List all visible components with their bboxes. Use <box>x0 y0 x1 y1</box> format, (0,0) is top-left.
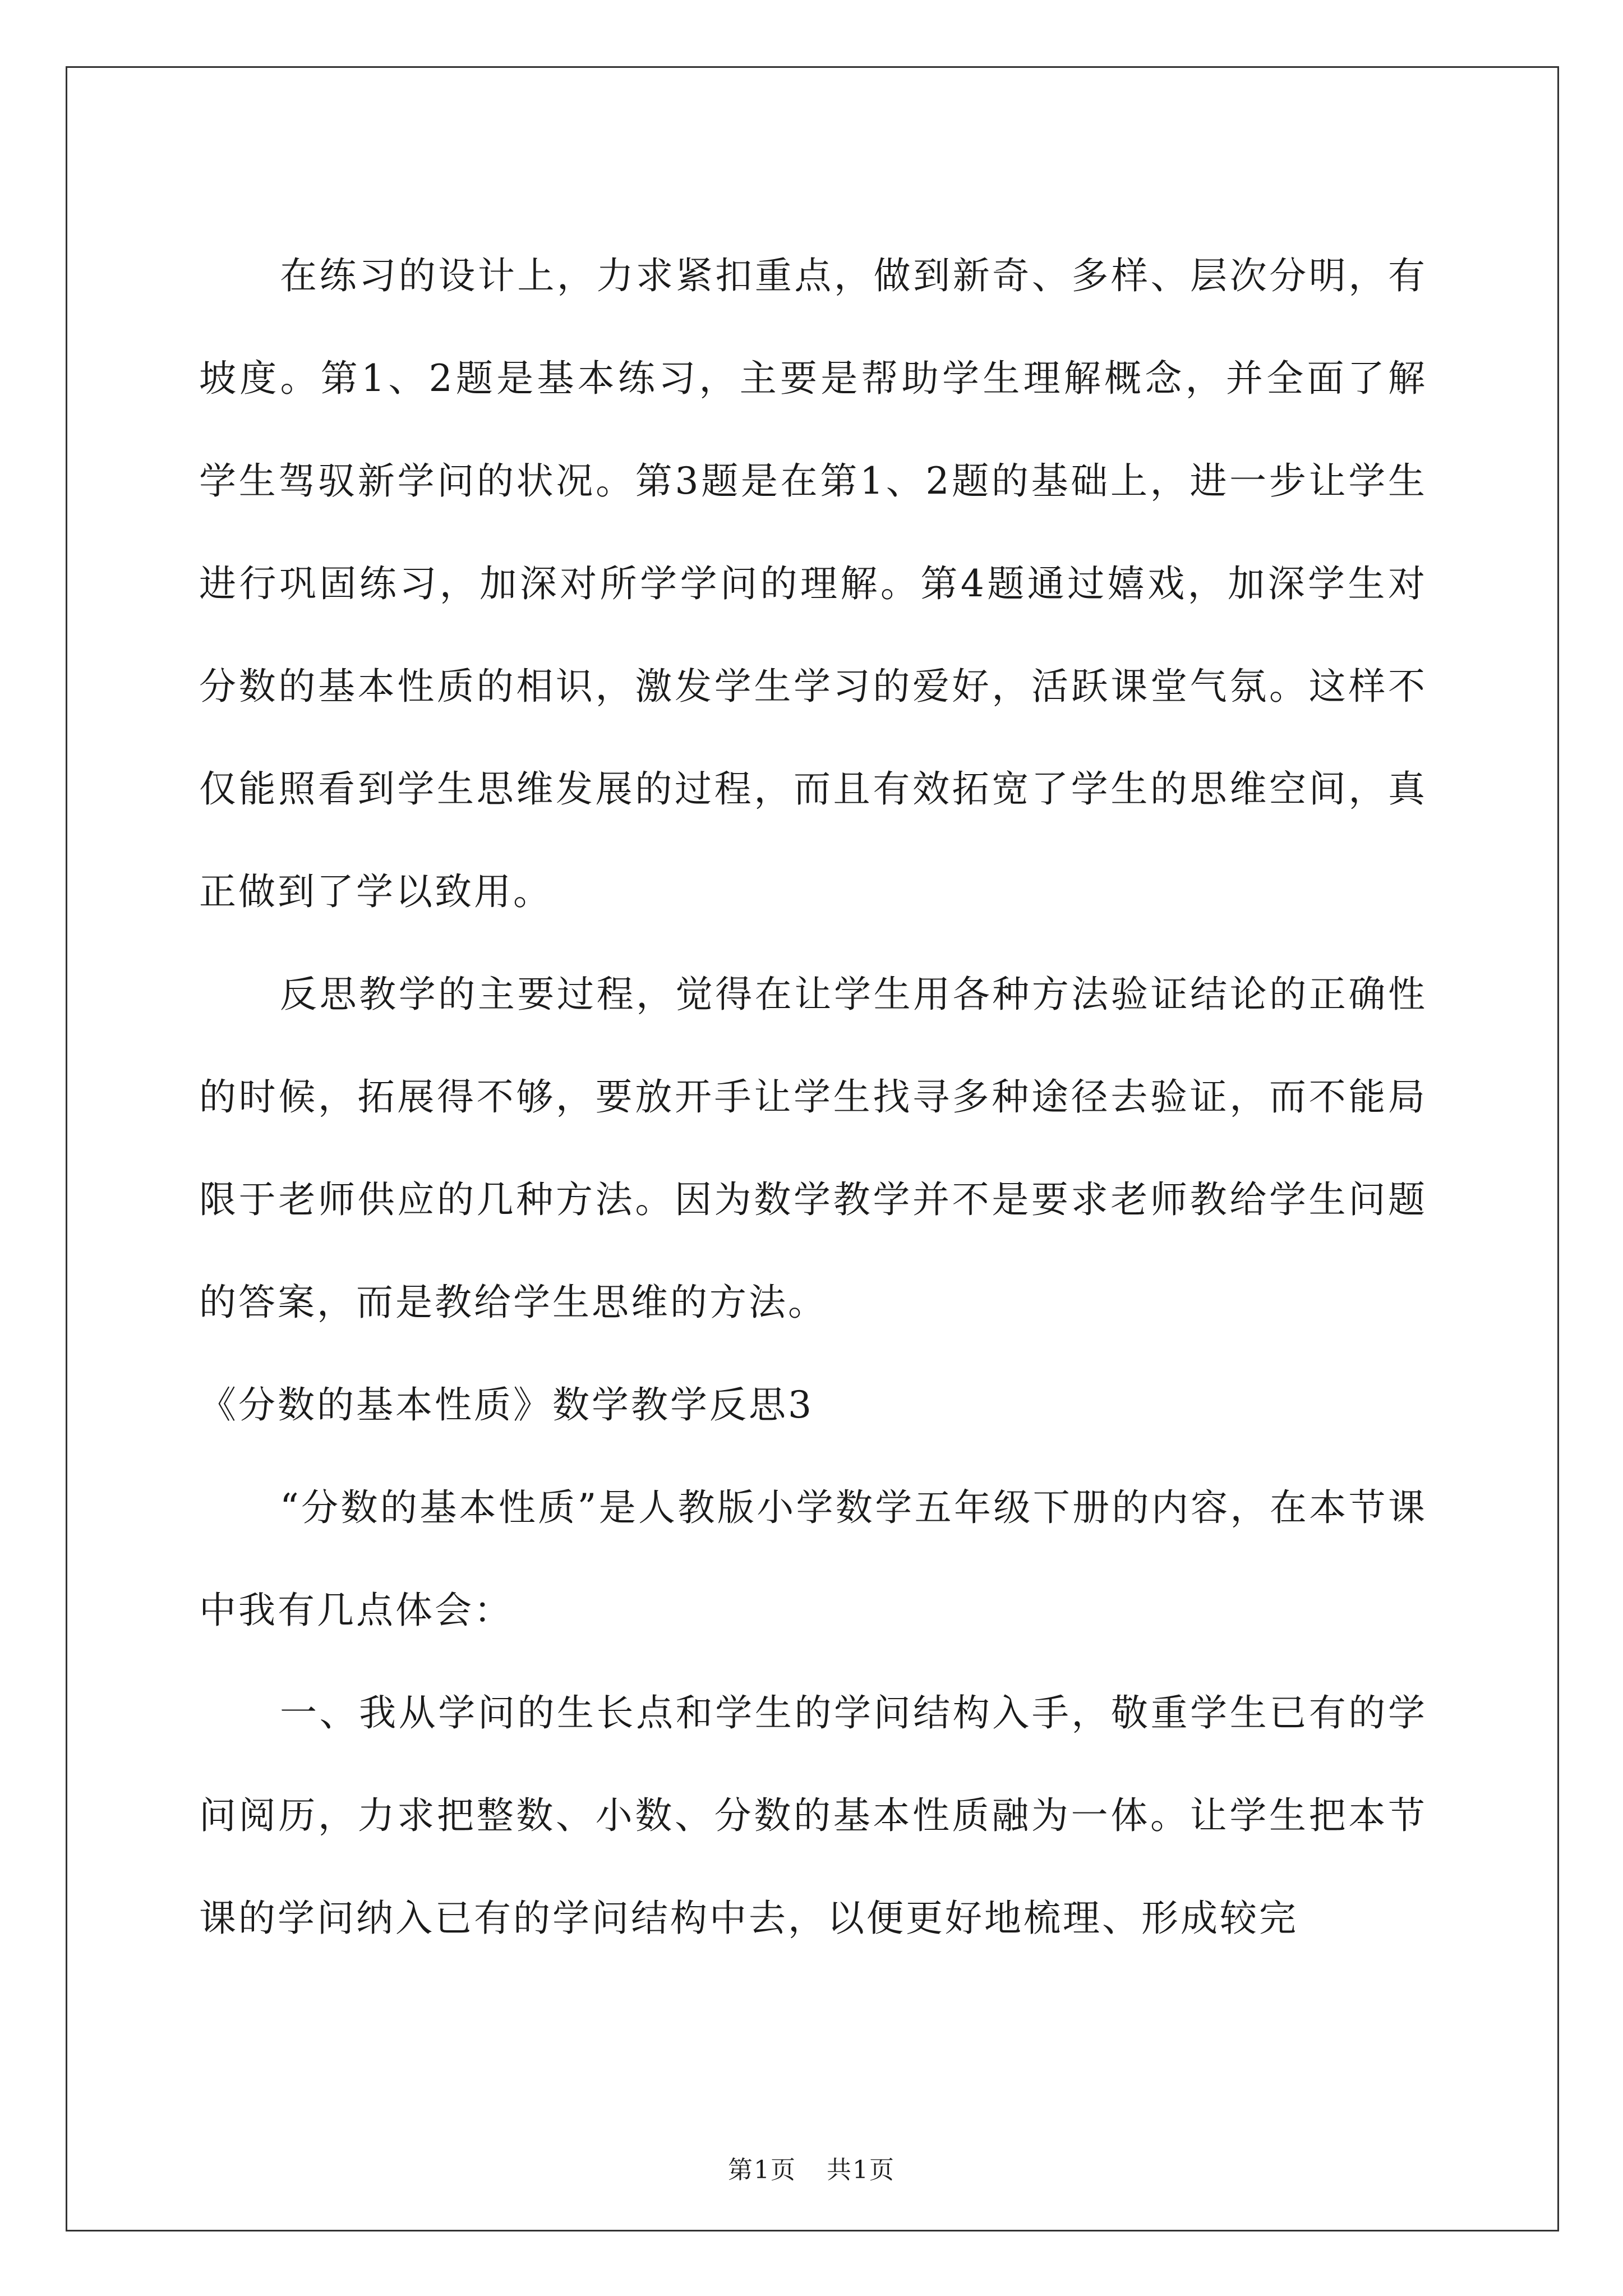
page-total: 共1页 <box>827 2156 895 2184</box>
section-heading: 《分数的基本性质》数学教学反思3 <box>199 1383 814 1427</box>
page-footer <box>0 2150 1623 2185</box>
paragraph-teaching-reflection: 反思教学的主要过程，觉得在让学生用各种方法验证结论的正确性的时候，拓展得不够，要放开手让学生找寻多种途径去验证，而不能局限于老师供应的几种方法。因为数学教学并不是要求老师教给学生问题的答案，而是教给学生思维的方法。 <box>199 973 1427 1324</box>
paragraph-section-intro: “分数的基本性质”是人教版小学数学五年级下册的内容，在本节课中我有几点体会： <box>199 1486 1427 1632</box>
paragraph-exercise-design: 在练习的设计上，力求紧扣重点，做到新奇、多样、层次分明，有坡度。第1、2题是基本练习，主要是帮助学生理解概念，并全面了解学生驾驭新学问的状况。第3题是在第1、2题的基础上，进一步让学生进行巩固练习，加深对所学学问的理解。第4题通过嬉戏，加深学生对分数的基本性质的相识，激发学生学习的爱好，活跃课堂气氛。这样不仅能照看到学生思维发展的过程，而且有效拓宽了学生的思维空间，真正做到了学以致用。 <box>199 254 1427 913</box>
page-number: 第1页 <box>728 2156 796 2184</box>
paragraph-section-point-one: 一、我从学问的生长点和学生的学问结构入手，敬重学生已有的学问阅历，力求把整数、小数、分数的基本性质融为一体。让学生把本节课的学问纳入已有的学问结构中去，以便更好地梳理、形成较完 <box>199 1691 1427 1940</box>
document-body <box>199 224 1427 1970</box>
